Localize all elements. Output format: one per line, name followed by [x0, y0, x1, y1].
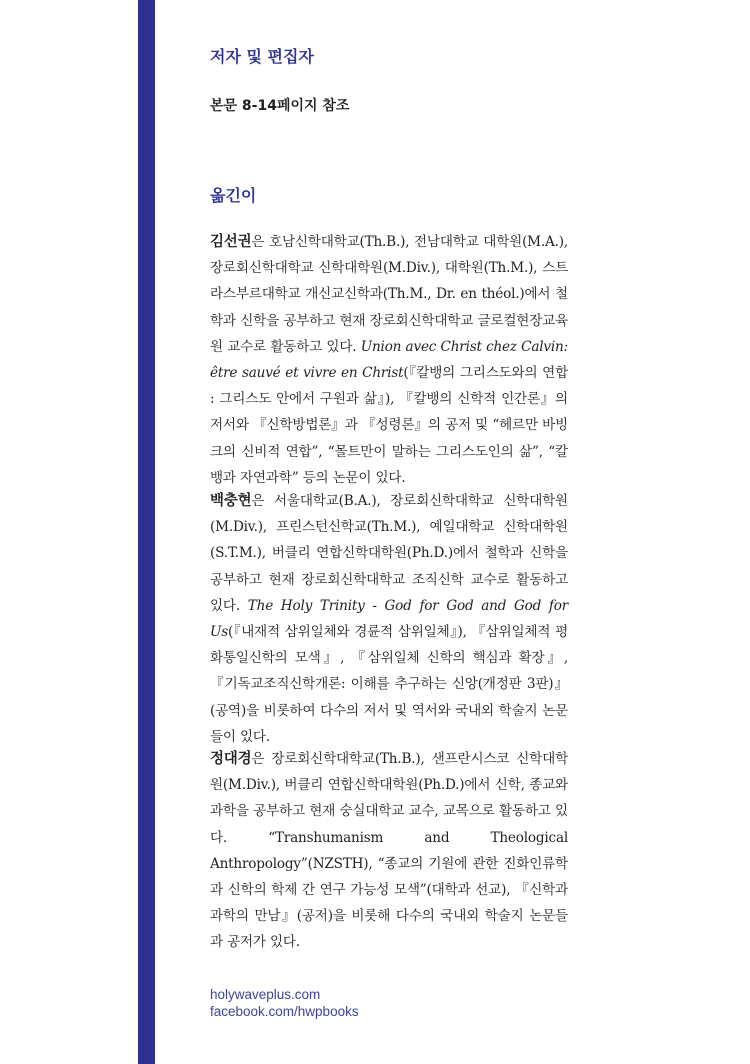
authors-reference: 본문 8-14페이지 참조 — [210, 98, 350, 114]
translator-bio-1 — [210, 229, 568, 491]
translator-name: 김선권 — [210, 234, 252, 250]
translator-bio-3 — [210, 746, 568, 956]
translator-name: 정대경 — [210, 751, 252, 767]
footer-links — [210, 986, 359, 1020]
bio-book-title: Union avec Christ chez Calvin: être sauvé et vivre en Christ — [210, 338, 568, 382]
translator-bio-2 — [210, 488, 568, 750]
bio-text-rest: (『칼뱅의 그리스도와의 연합 : 그리스도 안에서 구원과 삶』), 『칼뱅의 신학적 인간론』의 저서와 『신학방법론』과 『성령론』의 공저 및 “헤르만 바빙크의 신비적 연합”, “몰트만이 말하는 그리스도인의 삶”, “칼뱅과 자연과학” 등의 논문이 있다. — [210, 365, 569, 486]
translator-name: 백충현 — [210, 493, 252, 509]
bio-text: 은 호남신학대학교(Th.B.), 전남대학교 대학원(M.A.), 장로회신학대학교 신학대학원(M.Div.), 대학원(Th.M.), 스트라스부르대학교 개신교신학과(Th.M., Dr. en théol.)에서 철학과 신학을 공부하고 현재 장로회신학대학교 글로컬현장교육원 교수로 활동하고 있다. — [210, 234, 568, 355]
website-link[interactable]: holywaveplus.com — [210, 987, 321, 1002]
bio-text-rest: (『내재적 삼위일체와 경륜적 삼위일체』), 『삼위일체적 평화통일신학의 모색』, 『삼위일체 신학의 핵심과 확장』, 『기독교조직신학개론: 이해를 추구하는 신앙(개정판 3판)』(공역)을 비롯하여 다수의 저서 및 역서와 국내외 학술지 논문들이 있다. — [210, 624, 568, 745]
authors-heading: 저자 및 편집자 — [210, 47, 314, 66]
spine-bar — [138, 0, 155, 1064]
bio-text: 은 장로회신학대학교(Th.B.), 샌프란시스코 신학대학원(M.Div.), 버클리 연합신학대학원(Ph.D.)에서 신학, 종교와 과학을 공부하고 현재 숭실대학교 교수, 교목으로 활동하고 있다. “Transhumanism and Theological Anthropology”(NZSTH), “종교의 기원에 관한 진화인류학과 신학의 학제 간 연구 가능성 모색”(대학과 선교), 『신학과 과학의 만남』(공저)을 비롯해 다수의 국내외 학술지 논문들과 공저가 있다. — [210, 751, 568, 951]
facebook-link[interactable]: facebook.com/hwpbooks — [210, 1004, 359, 1019]
bio-book-title: The Holy Trinity - God for God and God for Us — [210, 597, 568, 641]
bio-text: 은 서울대학교(B.A.), 장로회신학대학교 신학대학원(M.Div.), 프린스턴신학교(Th.M.), 예일대학교 신학대학원(S.T.M.), 버클리 연합신학대학원(Ph.D.)에서 철학과 신학을 공부하고 현재 장로회신학대학교 조직신학 교수로 활동하고 있다. — [210, 493, 568, 614]
translators-heading: 옮긴이 — [210, 186, 257, 205]
